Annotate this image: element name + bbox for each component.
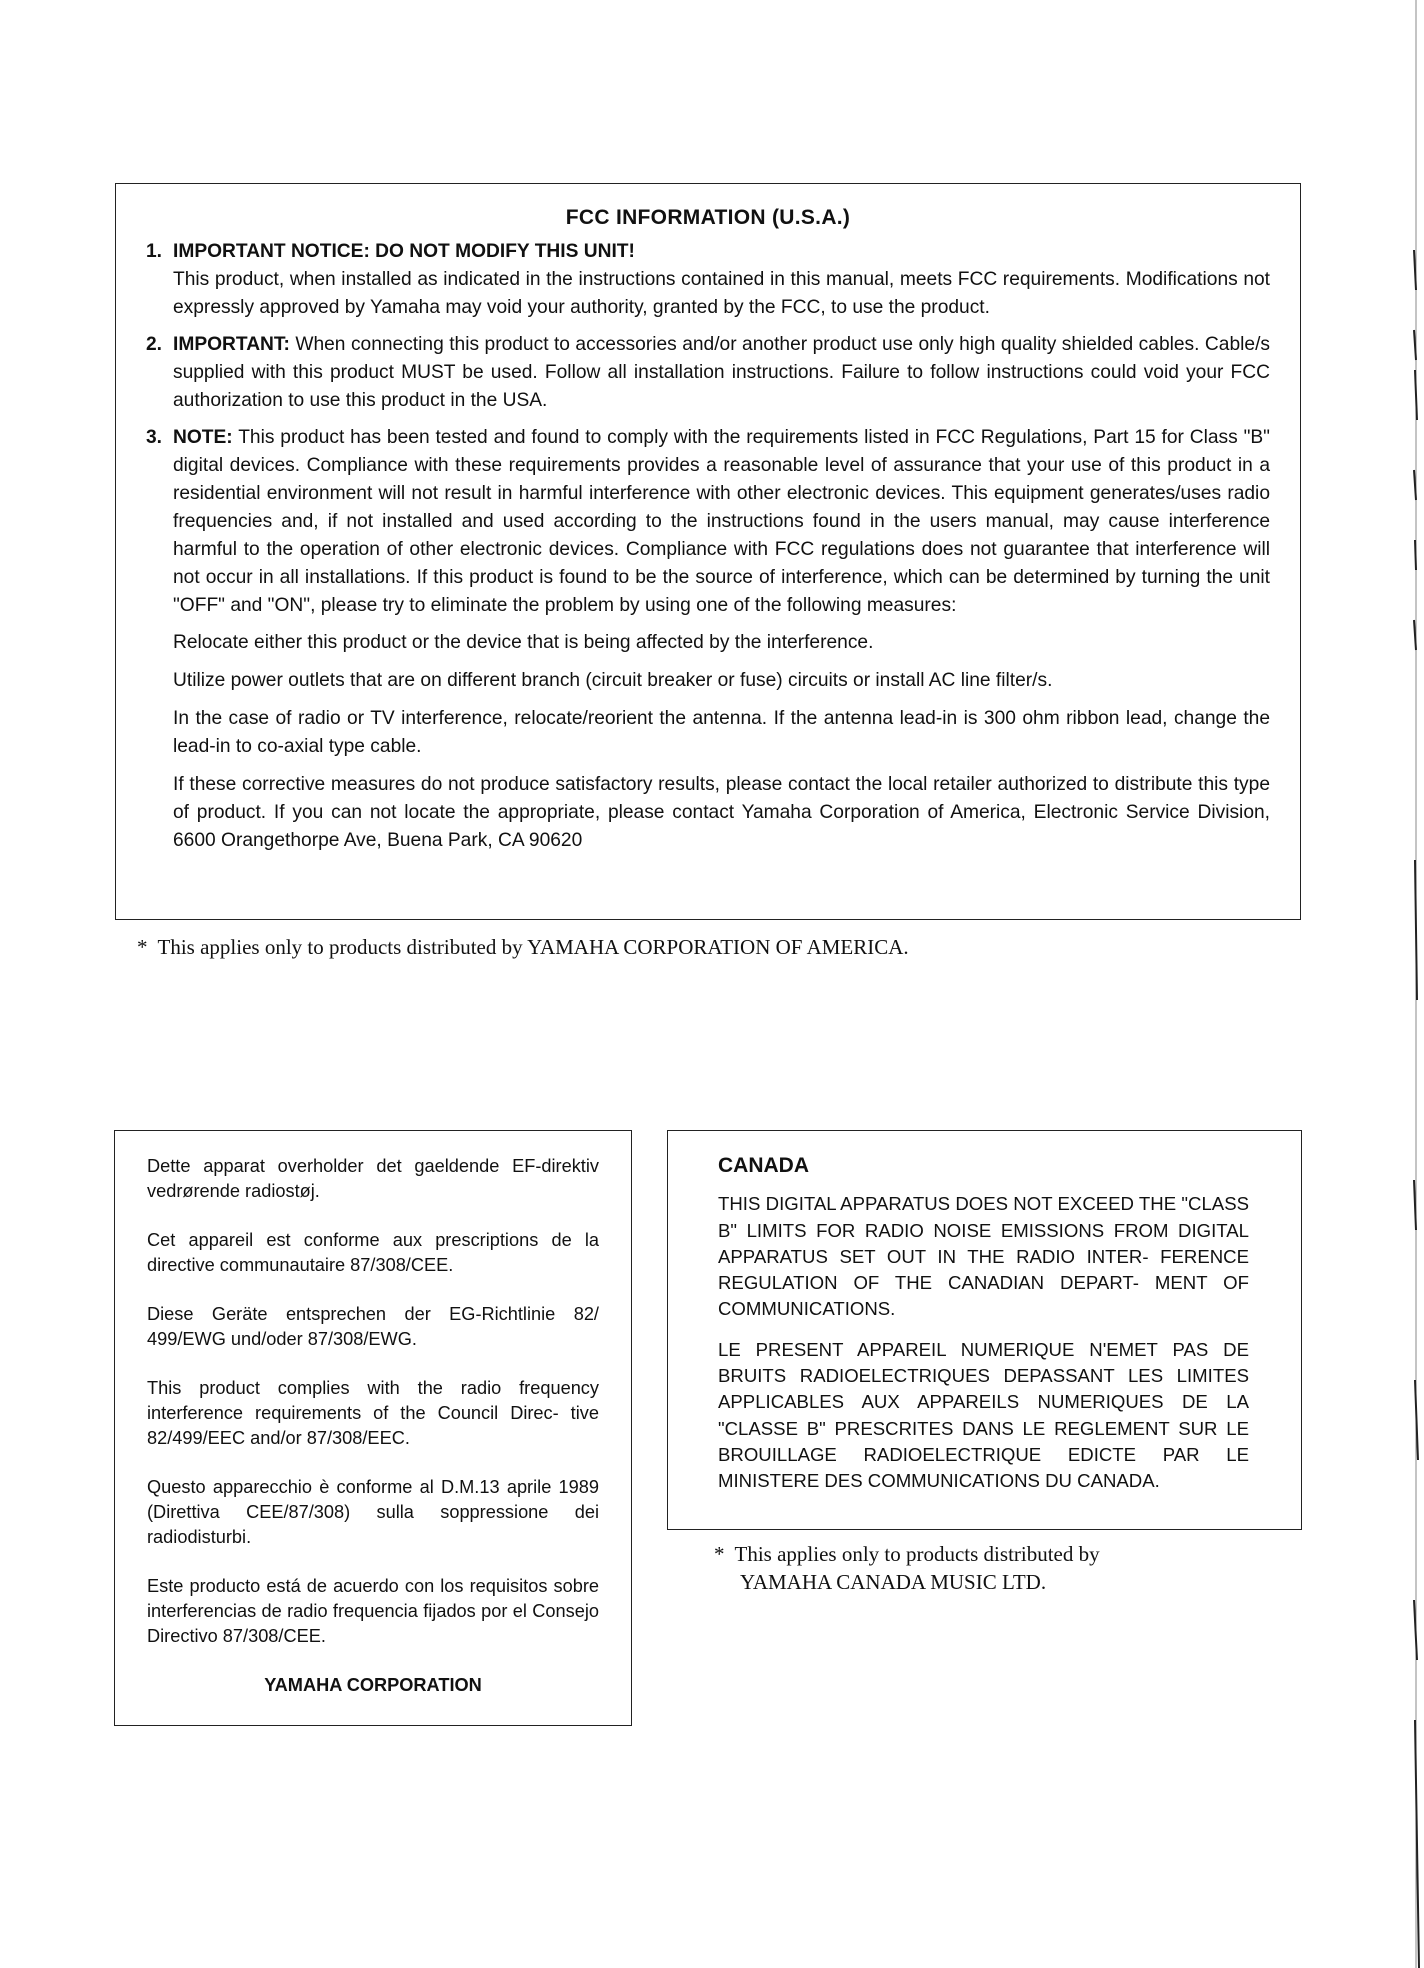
fcc-item-heading: NOTE: [173,427,233,448]
eu-statement-english: This product complies with the radio frequency interference requirements of the Council Direc- tive 82/499/EEC and/or 87/308/EEC. [147,1378,599,1448]
fcc-item-heading: IMPORTANT: [173,334,290,355]
canada-note-line1: This applies only to products distributed by [734,1542,1100,1566]
fcc-contact-info: If these corrective measures do not produce satisfactory results, please contact the local retailer authorized to distribute this type of product. If you can not locate the appropriate, please contact Yamaha Corporation of America, Electronic Service Division, 6600 Orangethorpe Ave, Buena Park, CA 90620 [173,774,1270,851]
fcc-item-heading: IMPORTANT NOTICE: DO NOT MODIFY THIS UNIT! [173,241,635,262]
canada-compliance-box [667,1130,1302,1530]
fcc-item-text: This product has been tested and found to comply with the requirements listed in FCC Regulations, Part 15 for Class "B" digital devices. Compliance with these requirements provides a reasonable level of assurance that your use of this product in a residential environment will not result in harmful interference with other electronic devices. This equipment generates/uses radio frequencies and, if not installed and used according to the instructions found in the users manual, may cause interference harmful to the operation of other electronic devices. Compliance with FCC regulations does not guarantee that interference will not occur in all installations. If this product is found to be the source of interference, which can be determined by turning the unit "OFF" and "ON", please try to eliminate the problem by using one of the following measures: [173,427,1270,616]
canada-statement-english: THIS DIGITAL APPARATUS DOES NOT EXCEED THE "CLASS B" LIMITS FOR RADIO NOISE EMISSIONS FROM DIGITAL APPARATUS SET OUT IN THE RADIO INTER- FERENCE REGULATION OF THE CANADIAN DEPART- MENT OF COMMUNICATIONS. [718,1193,1249,1320]
fcc-item-2 [146,331,1270,415]
canada-distribution-note [714,1540,1100,1596]
eu-statement-french: Cet appareil est conforme aux prescriptions de la directive communautaire 87/308/CEE. [147,1230,599,1275]
eu-statement-german: Diese Geräte entsprechen der EG-Richtlinie 82/ 499/EWG und/oder 87/308/EWG. [147,1304,599,1349]
america-distribution-note [137,933,909,961]
america-note-text: This applies only to products distributed by YAMAHA CORPORATION OF AMERICA. [157,935,909,959]
fcc-measure: Relocate either this product or the device that is being affected by the interference. [173,632,874,653]
fcc-measure: In the case of radio or TV interference, relocate/reorient the antenna. If the antenna lead-in is 300 ohm ribbon lead, change the lead-in to co-axial type cable. [173,708,1270,757]
scan-binding-edge [1404,0,1424,1968]
eu-statement-danish: Dette apparat overholder det gaeldende EF-direktiv vedrørende radiostøj. [147,1156,599,1201]
fcc-item-3 [146,424,1270,620]
fcc-item-number: 2. [146,334,163,355]
fcc-measure: Utilize power outlets that are on different branch (circuit breaker or fuse) circuits or install AC line filter/s. [173,670,1053,691]
fcc-information-box [115,183,1301,920]
eu-statement-italian: Questo apparecchio è conforme al D.M.13 aprile 1989 (Direttiva CEE/87/308) sulla soppressione dei radiodisturbi. [147,1477,599,1547]
eu-compliance-box [114,1130,632,1726]
fcc-item-text: When connecting this product to accessories and/or another product use only high quality shielded cables. Cable/s supplied with this product MUST be used. Follow all installation instructions. Failure to follow instructions could void your FCC authorization to use this product in the USA. [173,334,1270,411]
fcc-item-number: 3. [146,427,163,448]
canada-title: CANADA [718,1154,809,1177]
fcc-item-1 [146,238,1270,322]
eu-statement-spanish: Este producto está de acuerdo con los requisitos sobre interferencias de radio frequencia fijados por el Consejo Directivo 87/308/CEE. [147,1576,599,1646]
asterisk-marker: * [714,1542,725,1566]
company-signature: YAMAHA CORPORATION [264,1675,482,1695]
asterisk-marker: * [137,935,148,959]
fcc-item-number: 1. [146,241,163,262]
canada-note-line2: YAMAHA CANADA MUSIC LTD. [740,1570,1047,1594]
canada-statement-french: LE PRESENT APPAREIL NUMERIQUE N'EMET PAS DE BRUITS RADIOELECTRIQUES DEPASSANT LES LIMITES APPLICABLES AUX APPAREILS NUMERIQUES DE LA "CLASSE B" PRESCRITES DANS LE REGLEMENT SUR LE BROUILLAGE RADIOELECTRIQUE EDICTE PAR LE MINISTERE DES COMMUNICATIONS DU CANADA. [718,1338,1249,1492]
fcc-title: FCC INFORMATION (U.S.A.) [565,206,851,229]
fcc-item-text: This product, when installed as indicated in the instructions contained in this manual, meets FCC requirements. Modifications not expressly approved by Yamaha may void your authority, granted by the FCC, to use the product. [173,269,1270,318]
